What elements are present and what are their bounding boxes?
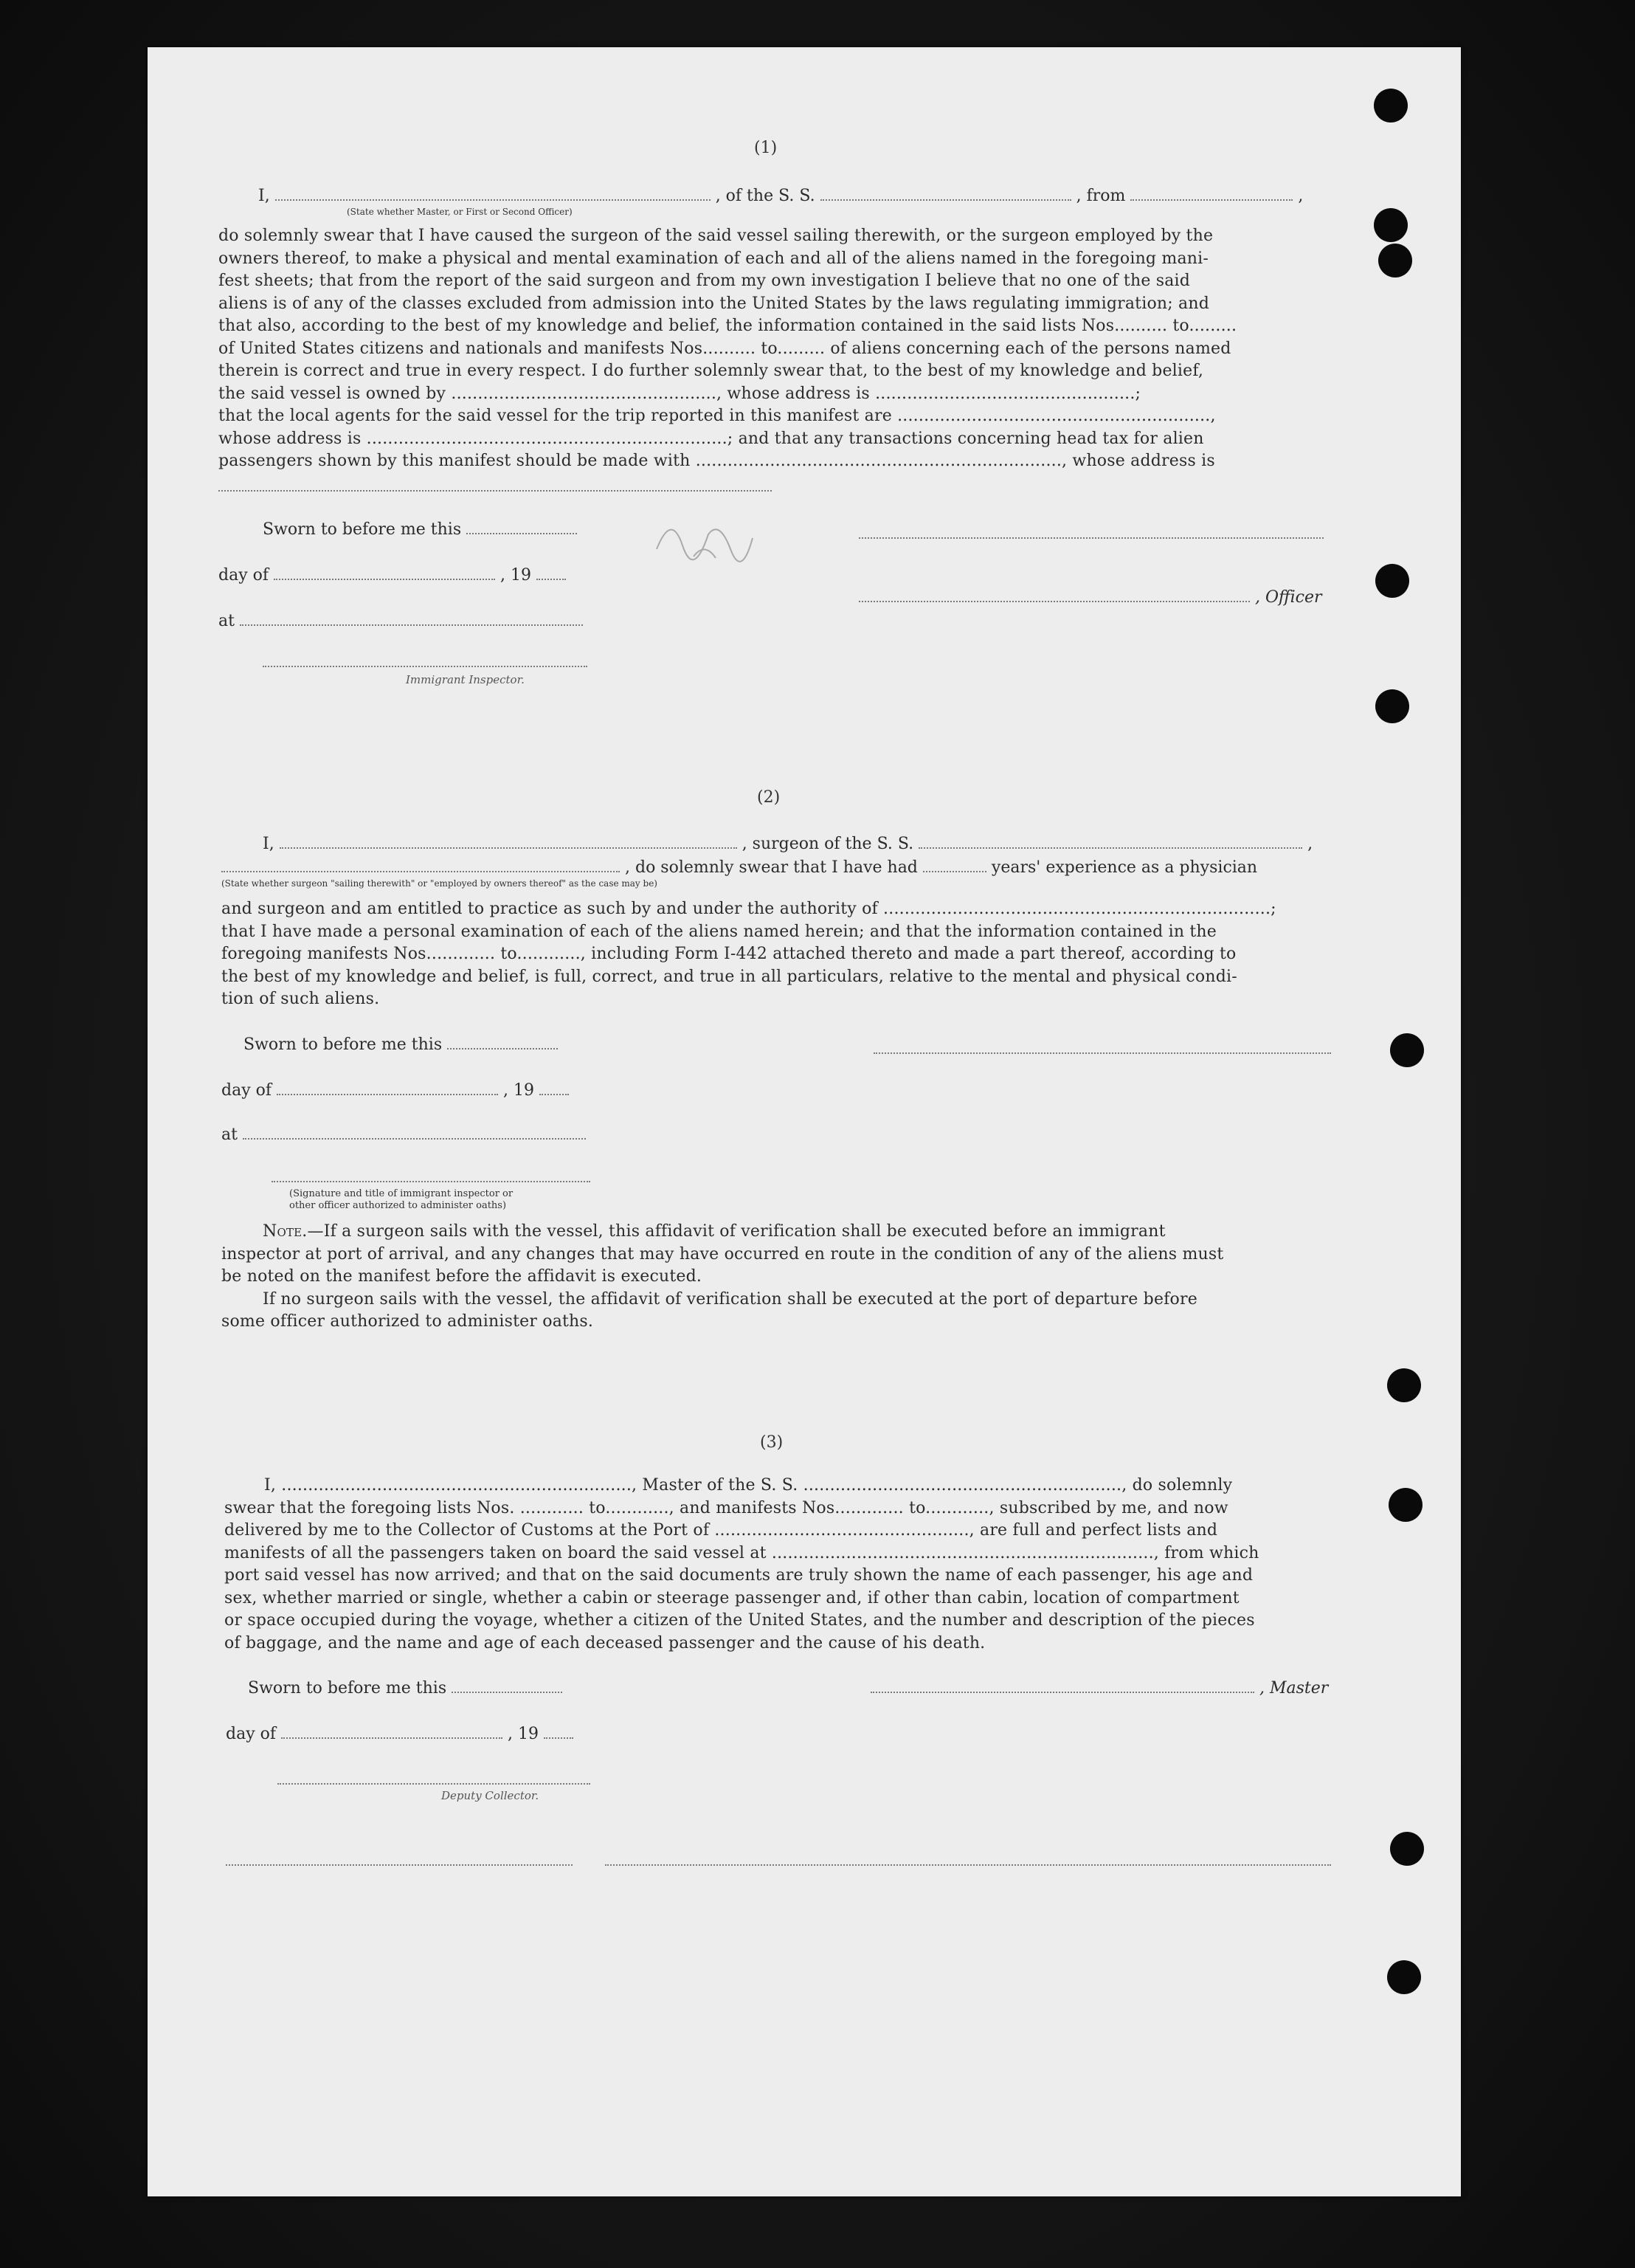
at-label: at	[221, 1126, 238, 1144]
note-label: Note.	[263, 1222, 308, 1241]
officer-field[interactable]	[859, 586, 1250, 602]
body-line: that the local agents for the said vessel for the trip reported in this manifest are ...........................................................,	[218, 407, 1216, 425]
day-of-label: day of	[218, 566, 269, 585]
year-field[interactable]	[536, 564, 566, 580]
body-line: do solemnly swear that I have caused the surgeon of the said vessel sailing therewith, or the surgeon employed by the	[218, 227, 1214, 245]
body-line: therein is correct and true in every respect. I do further solemnly swear that, to the best of my knowledge and belief,	[218, 362, 1204, 380]
vessel-name-field[interactable]	[820, 185, 1071, 201]
section-2-note	[221, 1221, 1331, 1334]
at-field[interactable]	[240, 610, 583, 626]
surgeon-type-field[interactable]	[221, 856, 620, 872]
body-line: I, .................................................................., Master of the S. S. ............................................................, do solemnly	[264, 1476, 1233, 1495]
comma: ,	[1298, 187, 1304, 205]
departure-port-field[interactable]	[1130, 185, 1293, 201]
surgeon-of-label: , surgeon of the S. S.	[742, 835, 914, 853]
year-label: , 19	[500, 566, 531, 585]
bleed-through-mark	[325, 83, 331, 107]
comma: ,	[1307, 835, 1313, 853]
body-line: foregoing manifests Nos............. to............, including Form I-442 attached thereto and made a part thereof, according to	[221, 945, 1237, 963]
master-row	[871, 1677, 1328, 1700]
footer-rule-left	[226, 1864, 573, 1866]
punch-hole	[1389, 1488, 1423, 1522]
body-line: delivered by me to the Collector of Customs at the Port of ................................................, are full and perfect lists and	[224, 1521, 1218, 1540]
bleed-through-text	[826, 2033, 833, 2051]
officer-signature-line[interactable]	[859, 537, 1324, 539]
punch-hole	[1390, 1832, 1424, 1866]
signature-caption-2: other officer authorized to administer oaths)	[289, 1200, 507, 1211]
body-line: port said vessel has now arrived; and that on the said documents are truly shown the name of each passenger, his age and	[224, 1566, 1254, 1585]
body-line: passengers shown by this manifest should be made with ....................................................................., whose address is	[218, 452, 1215, 470]
punch-hole	[1374, 208, 1408, 242]
master-signature-field[interactable]	[871, 1677, 1254, 1693]
body-line: that I have made a personal examination of each of the aliens named herein; and that the information contained in the	[221, 922, 1217, 941]
body-line: whose address is ....................................................................; and that any transactions concerning head tax for alien	[218, 429, 1204, 448]
body-line: sex, whether married or single, whether a cabin or steerage passenger and, if other than cabin, location of compartment	[224, 1588, 1240, 1607]
punch-hole	[1375, 689, 1409, 723]
punch-hole	[1375, 564, 1409, 598]
section-1-sworn-row	[263, 518, 577, 541]
section-2-day-row	[221, 1079, 569, 1102]
officer-name-field[interactable]	[275, 185, 711, 201]
collector-caption: Deputy Collector.	[441, 1789, 539, 1802]
section-3-body	[224, 1475, 1331, 1655]
punch-hole	[1390, 1033, 1424, 1067]
signature-scribble	[649, 505, 760, 571]
surgeon-signature-line[interactable]	[874, 1052, 1331, 1054]
sworn-date-field[interactable]	[452, 1677, 562, 1693]
body-line: fest sheets; that from the report of the said surgeon and from my own investigation I believe that no one of the said	[218, 272, 1191, 290]
officer-row	[859, 586, 1322, 609]
body-line: owners thereof, to make a physical and mental examination of each and all of the aliens named in the foregoing mani-	[218, 249, 1209, 268]
section-1-ss-label: , of the S. S.	[715, 187, 815, 205]
section-2-body	[221, 898, 1331, 1011]
inspector-caption: Immigrant Inspector.	[406, 673, 525, 686]
section-2-sworn-row	[243, 1033, 558, 1056]
punch-hole	[1374, 89, 1408, 123]
body-line: aliens is of any of the classes excluded from admission into the United States by the laws regulating immigration; and	[218, 294, 1210, 313]
section-1-from-label: , from	[1076, 187, 1126, 205]
years-label: years' experience as a physician	[991, 858, 1258, 877]
punch-hole	[1378, 244, 1412, 278]
sworn-date-field[interactable]	[447, 1033, 558, 1049]
body-line: the said vessel is owned by .................................................., whose address is .................................................;	[218, 384, 1141, 403]
body-line: tion of such aliens.	[221, 990, 380, 1008]
manifest-page	[148, 47, 1461, 2196]
section-2-swear-line	[221, 856, 1257, 879]
years-field[interactable]	[923, 856, 986, 872]
note-text: some officer authorized to administer oaths.	[221, 1312, 594, 1331]
surgeon-hint: (State whether surgeon "sailing therewith" or "employed by owners thereof" as the case may be)	[221, 878, 657, 889]
day-field[interactable]	[274, 564, 495, 580]
day-field[interactable]	[281, 1723, 502, 1739]
punch-hole	[1387, 1960, 1421, 1994]
section-2-oath-line	[263, 833, 1313, 855]
body-line: swear that the foregoing lists Nos. ............ to............, and manifests Nos............. to............, subscribed by me, and now	[224, 1498, 1228, 1517]
swear-label: , do solemnly swear that I have had	[625, 858, 918, 877]
master-label: , Master	[1259, 1679, 1329, 1697]
body-line: and surgeon and am entitled to practice as such by and under the authority of .........................................................................;	[221, 900, 1276, 918]
body-line: or space occupied during the voyage, whether a citizen of the United States, and the number and description of the pieces	[224, 1611, 1255, 1630]
officer-hint: (State whether Master, or First or Second Officer)	[347, 207, 573, 217]
body-line: manifests of all the passengers taken on board the said vessel at ........................................................................, from which	[224, 1543, 1259, 1562]
section-3-day-row	[226, 1723, 573, 1745]
day-of-label: day of	[221, 1081, 272, 1100]
surgeon-vessel-field[interactable]	[919, 833, 1302, 849]
section-1-number: (1)	[754, 139, 778, 157]
section-2-number: (2)	[757, 788, 781, 807]
section-3-number: (3)	[760, 1433, 784, 1452]
at-field[interactable]	[243, 1123, 586, 1140]
section-1-end-rule	[218, 490, 772, 492]
note-text: If no surgeon sails with the vessel, the affidavit of verification shall be executed at the port of departure before	[263, 1289, 1197, 1309]
section-1-at-row	[218, 610, 583, 633]
sworn-label: Sworn to before me this	[263, 520, 462, 539]
surgeon-name-field[interactable]	[280, 833, 737, 849]
day-field[interactable]	[277, 1079, 498, 1095]
punch-hole	[1387, 1368, 1421, 1402]
section-2-i-label: I,	[263, 835, 274, 853]
note-text: inspector at port of arrival, and any changes that may have occurred en route in the condition of any of the aliens must	[221, 1244, 1224, 1264]
collector-signature-line[interactable]	[277, 1783, 590, 1785]
sworn-date-field[interactable]	[466, 518, 577, 534]
year-label: , 19	[508, 1725, 539, 1743]
year-field[interactable]	[544, 1723, 573, 1739]
inspector-signature-line[interactable]	[272, 1181, 590, 1182]
body-line: the best of my knowledge and belief, is full, correct, and true in all particulars, relative to the mental and physical condi-	[221, 967, 1237, 986]
section-1-body	[218, 225, 1331, 473]
section-1-oath-line	[258, 185, 1303, 207]
sworn-label: Sworn to before me this	[243, 1035, 443, 1054]
sworn-label: Sworn to before me this	[248, 1679, 447, 1697]
body-line: that also, according to the best of my knowledge and belief, the information contained in the said lists Nos.......... to.........	[218, 317, 1237, 335]
at-label: at	[218, 612, 235, 630]
section-2-at-row	[221, 1123, 586, 1146]
inspector-signature-line[interactable]	[263, 666, 587, 667]
officer-label: , Officer	[1255, 588, 1322, 607]
body-line: of baggage, and the name and age of each deceased passenger and the cause of his death.	[224, 1633, 986, 1652]
section-1-i-label: I,	[258, 187, 270, 205]
year-field[interactable]	[539, 1079, 569, 1095]
body-line: of United States citizens and nationals and manifests Nos.......... to......... of aliens concerning each of the persons named	[218, 339, 1231, 358]
day-of-label: day of	[226, 1725, 277, 1743]
section-3-sworn-row	[248, 1677, 562, 1700]
note-text: be noted on the manifest before the affidavit is executed.	[221, 1267, 702, 1286]
year-label: , 19	[503, 1081, 534, 1100]
section-1-day-row	[218, 564, 566, 587]
note-text: —If a surgeon sails with the vessel, this affidavit of verification shall be executed before an immigrant	[307, 1222, 1166, 1241]
footer-rule-right	[605, 1864, 1331, 1866]
signature-caption-1: (Signature and title of immigrant inspector or	[289, 1188, 514, 1199]
